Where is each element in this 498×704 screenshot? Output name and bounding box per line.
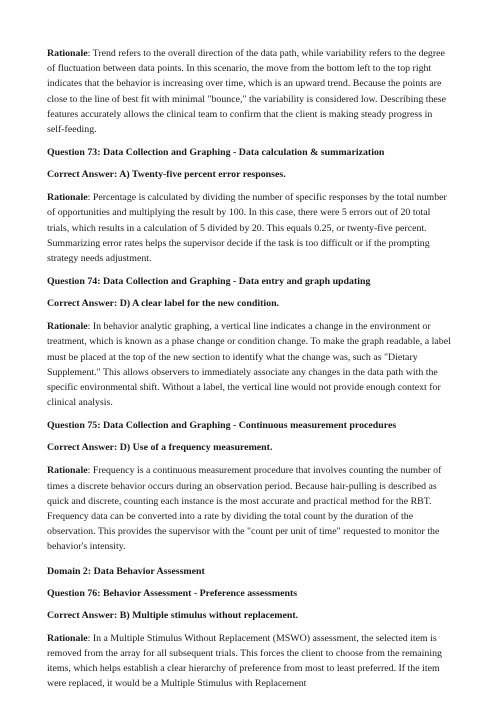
rationale-label: Rationale [47,48,88,59]
correct-answer: Correct Answer: B) Multiple stimulus without replacement. [47,609,299,621]
question-heading: Question 75: Data Collection and Graphing - Continuous measurement procedures [47,420,397,432]
rationale-paragraph [47,46,451,137]
question-heading: Question 73: Data Collection and Graphing - Data calculation & summarization [47,147,385,159]
rationale-paragraph [47,190,451,266]
correct-answer: Correct Answer: A) Twenty-five percent error responses. [47,169,286,181]
domain-heading: Domain 2: Data Behavior Assessment [47,565,205,577]
question-heading: Question 76: Behavior Assessment - Preference assessments [47,587,298,599]
rationale-text: : In behavior analytic graphing, a vertical line indicates a change in the environment or treatment, which is known as a phase change or condition change. To make the graph readable, a label must be placed at the top of the new section to identify what the change was, such as "Dietary Supplement." This allows observers to immediately associate any changes in the data path with the specific environmental shift. Without a label, the vertical line would not provide enough context for clinical analysis. [47,321,451,409]
rationale-label: Rationale [47,192,88,204]
rationale-text: : Trend refers to the overall direction of the data path, while variability refers to the degree of fluctuation between data points. In this scenario, the move from the bottom left to the top right indicates that the behavior is increasing over time, which is an upward trend. Because the points are close to the line of best fit with minimal "bounce," the variability is considered low. Describing these features accurately allows the clinical team to confirm that the client is making steady progress in self-feeding. [47,48,447,136]
rationale-text: : Percentage is calculated by dividing the number of specific responses by the total number of opportunities and multiplying the result by 100. In this case, there were 5 errors out of 20 total trials, which results in a calculation of 5 divided by 20. This equals 0.25, or twenty-five percent. Summarizing error rates helps the supervisor decide if the task is too difficult or if the prompting strategy needs adjustment. [47,192,447,265]
document-page [47,46,451,691]
rationale-text: : Frequency is a continuous measurement procedure that involves counting the number of times a discrete behavior occurs during an observation period. Because hair-pulling is described as quick and discrete, counting each instance is the most accurate and practical method for the RBT. Frequency data can be converted into a rate by dividing the total count by the duration of the observation. This provides the supervisor with the "count per unit of time" requested to monitor the behavior's intensity. [47,465,442,553]
rationale-label: Rationale [47,465,88,477]
rationale-paragraph [47,631,451,692]
correct-answer: Correct Answer: D) Use of a frequency measurement. [47,442,273,454]
rationale-paragraph [47,319,451,410]
correct-answer: Correct Answer: D) A clear label for the new condition. [47,298,280,310]
rationale-label: Rationale [47,632,88,644]
rationale-paragraph [47,463,451,554]
rationale-label: Rationale [47,321,88,333]
question-heading: Question 74: Data Collection and Graphing - Data entry and graph updating [47,276,371,288]
rationale-text: : In a Multiple Stimulus Without Replacement (MSWO) assessment, the selected item is removed from the array for all subsequent trials. This forces the client to choose from the remaining items, which helps establish a clear hierarchy of preference from most to least preferred. If the item were replaced, it would be a Multiple Stimulus with Replacement [47,632,442,690]
